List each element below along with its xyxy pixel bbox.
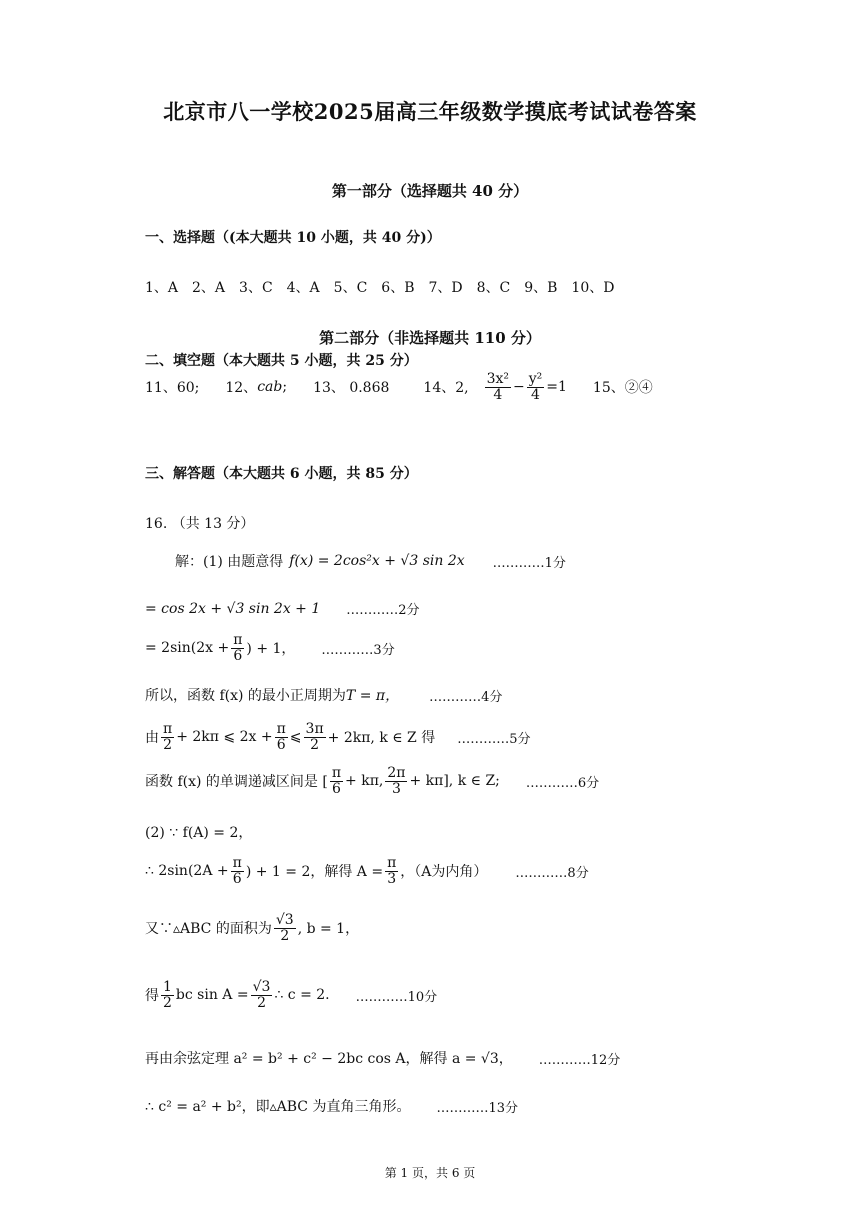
q16-line-8-b: ) + 1 = 2，解得 A = [245,864,384,881]
q16-line-5-fraction-2: $\frac{\pi}{6}$ [276,721,286,753]
answer-14-fraction-2: $\frac{\text{y²}}{4}$ [528,371,543,403]
q16-line-1-text: 解：(1) 由题意得 [175,554,284,570]
q16-line-6-fraction-2: $\frac{2\pi}{3}$ [387,765,406,797]
q16-line-6-b: + kπ, [345,773,384,790]
q16-line-5-fraction-3: $\frac{3\pi}{2}$ [305,721,324,753]
score-12: …………12分 [538,1052,621,1068]
q16-line-8-a: ∴ 2sin(2A + [145,863,229,880]
q16-line-4-text: 所以，函数 f(x) 的最小正周期为 [145,688,346,704]
answer-14-fraction-1: $\frac{\text{3x²}}{4}$ [486,371,509,403]
answer-12-suffix: ; [282,379,288,396]
q16-line-5 [145,722,531,752]
q16-line-8-fraction-1: $\frac{\pi}{6}$ [232,855,242,887]
q16-line-11 [145,1048,620,1068]
q16-line-5-a: 由 [145,730,159,747]
q16-line-3-a: = 2sin(2x + [145,640,230,657]
section1-heading: 一、选择题（(本大题共 10 小题，共 40 分)） [145,230,441,246]
score-8: …………8分 [515,865,589,881]
q16-line-3-fraction: $\frac{\pi}{6}$ [233,632,243,664]
q16-line-2-formula: = cos 2x + √3 sin 2x + 1 [145,600,321,617]
q16-line-9-fraction: $\frac{√3}{2}$ [275,912,294,944]
q16-line-4 [145,685,502,705]
section3-heading: 三、解答题（本大题共 6 小题，共 85 分） [145,466,418,482]
score-3: …………3分 [321,642,395,658]
q16-line-5-c: ⩽ [289,729,302,746]
q16-line-2 [145,599,420,618]
q16-line-10-fraction-2: $\frac{√3}{2}$ [252,979,271,1011]
q16-line-5-fraction-1: $\frac{\pi}{2}$ [163,721,173,753]
answer-14-prefix: 14、2, [423,380,469,397]
answer-12-prefix: 12、 [225,380,258,397]
q16-line-11-text: 再由余弦定理 a² = b² + c² − 2bc cos A，解得 a = √3， [145,1051,513,1067]
q16-line-9 [145,913,359,943]
q16-line-3-b: ) + 1， [246,641,296,658]
q16-line-10-c: ∴ c = 2. [274,987,330,1004]
score-2: …………2分 [346,603,420,618]
q16-line-9-b: , b = 1， [297,921,360,938]
q16-line-9-a: 又∵▵ABC 的面积为 [145,921,272,938]
answer-13: 13、 0.868 [313,380,390,397]
q16-line-10-b: bc sin A = [175,987,249,1004]
q16-line-6 [145,766,599,796]
q16-line-10-fraction-1: $\frac{1}{2}$ [163,979,172,1011]
q16-line-8-c: ，（A为内角） [400,864,488,881]
q16-line-6-a: 函数 f(x) 的单调递减区间是 [ [145,774,328,791]
q16-line-7: (2) ∵ f(A) = 2， [145,825,253,841]
score-4: …………4分 [429,689,503,705]
q16-header: 16. （共 13 分） [145,516,255,532]
part2-heading: 第二部分（非选择题共 110 分） [319,329,541,347]
q16-line-10 [145,980,437,1010]
score-5: …………5分 [457,731,531,747]
answer-11: 11、60; [145,380,200,397]
q16-line-6-fraction-1: $\frac{\pi}{6}$ [331,765,342,797]
q16-line-8 [145,856,589,886]
q16-line-12-text: ∴ c² = a² + b²，即▵ABC 为直角三角形。 [145,1099,411,1115]
q16-line-4-formula: T = π， [345,688,400,704]
score-1: …………1分 [492,555,566,571]
q16-line-5-b: + 2kπ ⩽ 2x + [176,729,273,746]
q16-line-1-formula: f(x) = 2cos²x + √3 sin 2x [289,553,465,569]
answer-14-equals: =1 [546,379,567,396]
q16-line-1 [175,551,566,571]
q16-line-6-c: + kπ], k ∈ Z; [409,773,500,790]
answer-15: 15、②④ [592,380,653,397]
q16-line-12 [145,1096,518,1116]
score-13: …………13分 [436,1100,518,1116]
q16-line-8-fraction-2: $\frac{\pi}{3}$ [387,855,397,887]
part1-heading: 第一部分（选择题共 40 分） [331,182,529,200]
choice-answers: 1、A 2、A 3、C 4、A 5、C 6、B 7、D 8、C 9、B 10、D [145,280,615,296]
section2-heading: 二、填空题（本大题共 5 小题，共 25 分） [145,353,418,369]
page-footer: 第 1 页，共 6 页 [384,1166,476,1180]
fill-answers [145,372,653,402]
q16-line-10-a: 得 [145,988,159,1005]
score-10: …………10分 [355,989,438,1005]
page-title: 北京市八一学校2025届高三年级数学摸底考试试卷答案 [163,99,697,124]
answer-12-value: cab [257,379,283,396]
q16-line-3 [145,633,395,663]
answer-14-operator: − [513,379,525,396]
score-6: …………6分 [525,775,600,791]
q16-line-5-d: + 2kπ, k ∈ Z 得 [327,730,436,747]
